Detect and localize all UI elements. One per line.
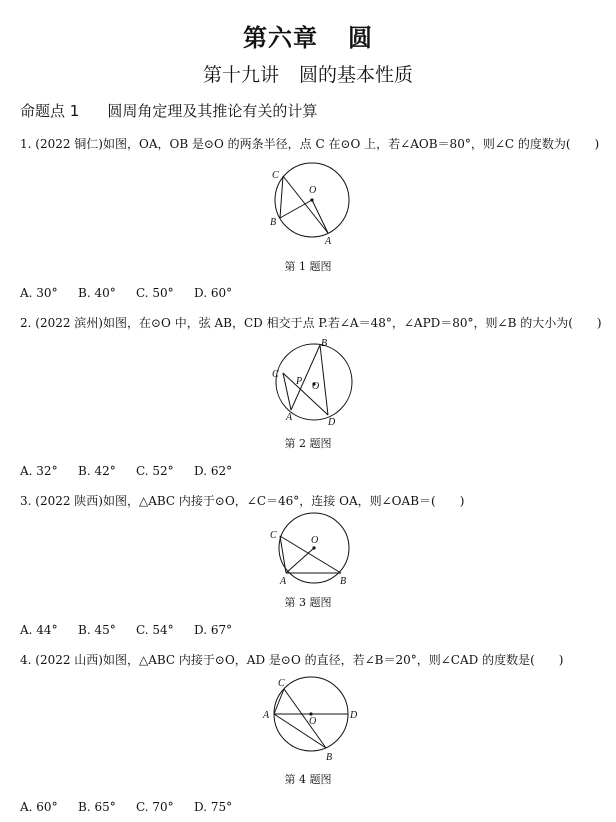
question-3-stem: 3. (2022 陕西)如图，△ABC 内接于⊙O，∠C＝46°，连接 OA，则∠OAB＝( ) bbox=[20, 494, 465, 508]
segment-bd bbox=[320, 345, 328, 415]
label-b: B bbox=[326, 752, 333, 763]
label-b: B bbox=[270, 217, 277, 228]
question-2-caption: 第 2 题图 bbox=[284, 437, 332, 450]
center-dot bbox=[310, 198, 313, 201]
option-d: D. 60° bbox=[194, 286, 233, 300]
question-2-options bbox=[20, 464, 252, 478]
center-dot bbox=[312, 546, 315, 549]
segment-ca bbox=[283, 176, 328, 233]
option-b: B. 40° bbox=[78, 286, 116, 300]
question-4-caption: 第 4 题图 bbox=[284, 773, 332, 786]
radius-oa bbox=[286, 548, 314, 573]
label-o: O bbox=[312, 381, 320, 392]
option-a: A. 32° bbox=[20, 464, 58, 478]
segment-cb bbox=[284, 689, 326, 748]
label-c: C bbox=[272, 170, 279, 181]
option-c: C. 54° bbox=[136, 623, 174, 637]
label-c: C bbox=[272, 369, 279, 380]
question-1-stem: 1. (2022 铜仁)如图，OA，OB 是⊙O 的两条半径，点 C 在⊙O 上，若∠AOB＝80°，则∠C 的度数为( ) bbox=[20, 137, 600, 151]
option-b: B. 65° bbox=[78, 800, 116, 814]
option-b: B. 45° bbox=[78, 623, 116, 637]
chapter-number: 第六章 bbox=[243, 24, 318, 52]
chord-cd bbox=[283, 373, 328, 415]
option-c: C. 52° bbox=[136, 464, 174, 478]
label-d: D bbox=[350, 710, 358, 721]
label-b: B bbox=[321, 338, 328, 349]
option-b: B. 42° bbox=[78, 464, 116, 478]
label-c: C bbox=[278, 678, 285, 689]
chapter-heading bbox=[0, 18, 616, 53]
option-d: D. 62° bbox=[194, 464, 233, 478]
question-3-figure bbox=[262, 512, 358, 590]
radius-ob bbox=[280, 200, 312, 218]
chapter-title: 圆 bbox=[348, 24, 373, 52]
label-d: D bbox=[328, 417, 336, 428]
question-4-options bbox=[20, 800, 252, 814]
question-2-stem: 2. (2022 滨州)如图，在⊙O 中，弦 AB，CD 相交于点 P.若∠A＝48°，∠APD＝80°，则∠B 的大小为( ) bbox=[20, 316, 602, 330]
option-d: D. 75° bbox=[194, 800, 233, 814]
topic-heading bbox=[20, 100, 317, 121]
label-b: B bbox=[340, 576, 347, 587]
label-o: O bbox=[309, 716, 317, 727]
topic-title: 圆周角定理及其推论有关的计算 bbox=[107, 102, 318, 120]
question-1-options bbox=[20, 286, 252, 300]
label-o: O bbox=[311, 535, 319, 546]
segment-cb bbox=[280, 176, 283, 218]
topic-label: 命题点 1 bbox=[20, 102, 80, 120]
option-a: A. 44° bbox=[20, 623, 58, 637]
lecture-number: 第十九讲 bbox=[202, 64, 279, 86]
question-2-figure bbox=[262, 336, 358, 430]
label-a: A bbox=[286, 412, 293, 423]
label-o: O bbox=[309, 185, 317, 196]
question-1-caption: 第 1 题图 bbox=[284, 260, 332, 273]
label-a: A bbox=[263, 710, 270, 721]
segment-ca bbox=[280, 536, 286, 573]
option-c: C. 50° bbox=[136, 286, 174, 300]
option-c: C. 70° bbox=[136, 800, 174, 814]
option-a: A. 60° bbox=[20, 800, 58, 814]
segment-ca bbox=[283, 373, 291, 410]
lecture-title: 圆的基本性质 bbox=[299, 64, 414, 86]
label-a: A bbox=[280, 576, 287, 587]
question-4-figure bbox=[256, 674, 364, 764]
question-1-figure bbox=[262, 158, 358, 248]
label-p: P bbox=[296, 376, 303, 387]
option-d: D. 67° bbox=[194, 623, 233, 637]
segment-ab bbox=[274, 714, 326, 748]
label-a: A bbox=[325, 236, 332, 247]
segment-ca bbox=[274, 689, 284, 714]
question-4-stem: 4. (2022 山西)如图，△ABC 内接于⊙O，AD 是⊙O 的直径，若∠B＝20°，则∠CAD 的度数是( ) bbox=[20, 653, 564, 667]
option-a: A. 30° bbox=[20, 286, 58, 300]
question-3-options bbox=[20, 623, 252, 637]
lecture-heading bbox=[0, 60, 616, 87]
label-c: C bbox=[270, 530, 277, 541]
question-3-caption: 第 3 题图 bbox=[284, 596, 332, 609]
